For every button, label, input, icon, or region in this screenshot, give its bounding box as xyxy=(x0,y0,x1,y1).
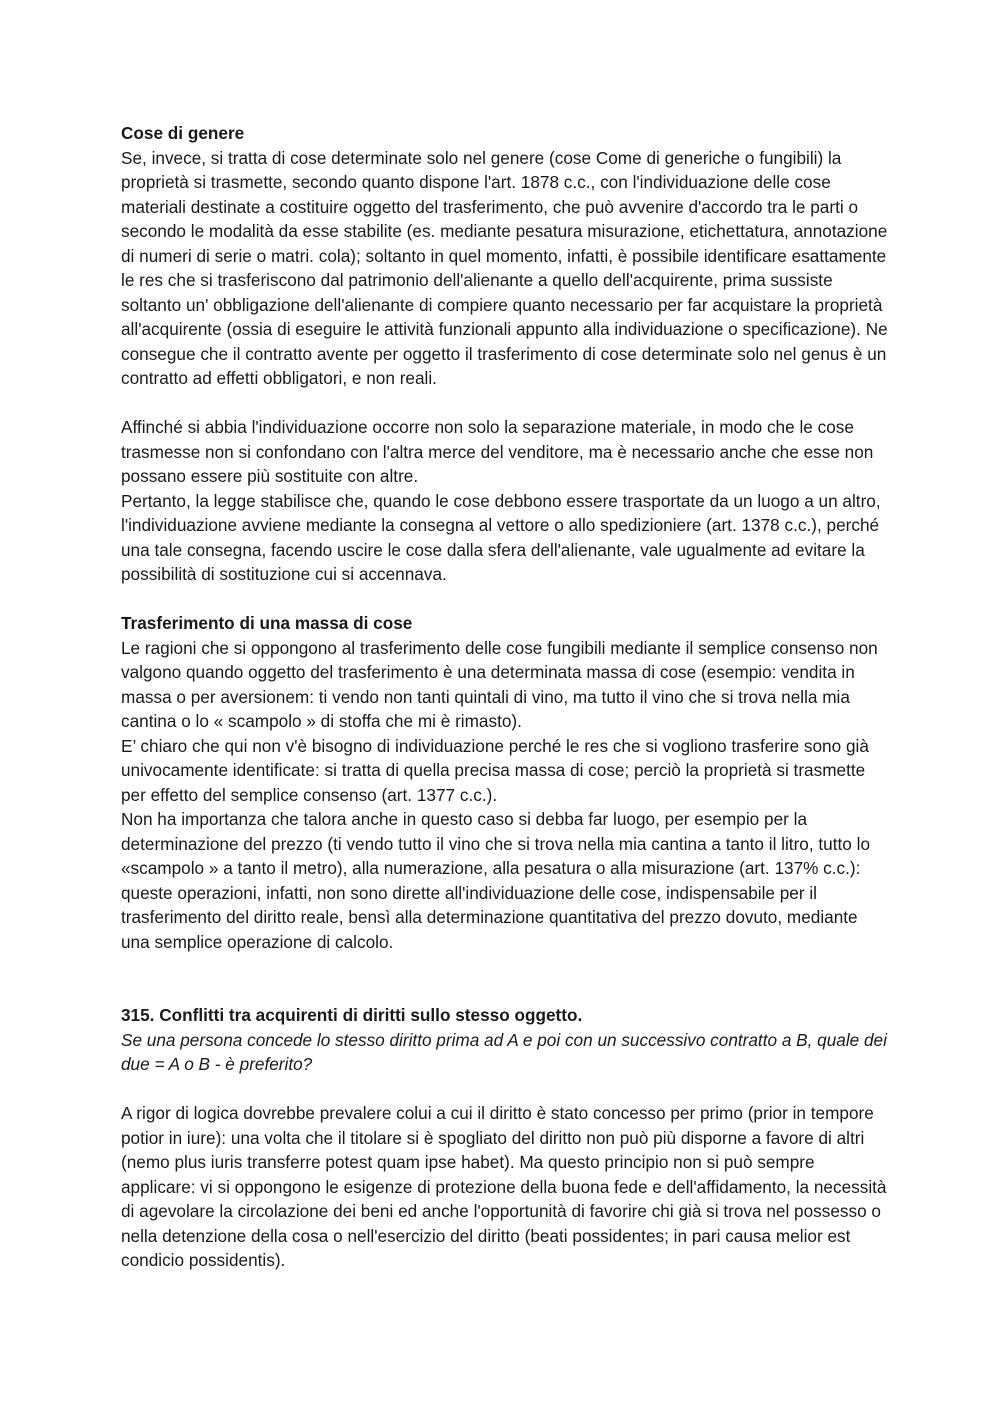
spacer xyxy=(121,391,891,416)
spacer xyxy=(121,954,891,1003)
paragraph: Se, invece, si tratta di cose determinate solo nel genere (cose Come di generiche o fungibili) la proprietà si trasmette, secondo quanto dispone l'art. 1878 c.c., con l'individuazione delle cose materiali destinate a costituire oggetto del trasferimento, che può avvenire d'accordo tra le parti o secondo le modalità da esse stabilite (es. mediante pesatura misurazione, etichettatura, annotazione di numeri di serie o matri. cola); soltanto in quel momento, infatti, è possibile identificare esattamente le res che si trasferiscono dal patrimonio dell'alienante a quello dell'acquirente, prima sussiste soltanto un' obbligazione dell'alienante di compiere quanto necessario per far acquistare la proprietà all'acquirente (ossia di eseguire le attività funzionali appunto alla individuazione o specificazione). Ne consegue che il contratto avente per oggetto il trasferimento di cose determinate solo nel genus è un contratto ad effetti obbligatori, e non reali. xyxy=(121,147,888,388)
paragraph: Non ha importanza che talora anche in questo caso si debba far luogo, per esempio per la determinazione del prezzo (ti vendo tutto il vino che si trova nella mia cantina a tanto il litro, tutto lo «scampolo » a tanto il metro), alla numerazione, alla pesatura o alla misurazione (art. 137% c.c.): queste operazioni, infatti, non sono dirette all'individuazione delle cose, indispensabile per il trasferimento del diritto reale, bensì alla determinazione quantitativa del prezzo dovuto, mediante una semplice operazione di calcolo. xyxy=(121,809,871,952)
section-heading-massa-di-cose: Trasferimento di una massa di cose xyxy=(121,613,413,633)
section-heading-cose-di-genere: Cose di genere xyxy=(121,123,245,143)
document-page xyxy=(121,121,891,1273)
paragraph: Affinché si abbia l'individuazione occorre non solo la separazione materiale, in modo che le cose trasmesse non si confondano con l'altra merce del venditore, ma è necessario anche che esse non possano essere più sostituite con altre. xyxy=(121,417,874,486)
paragraph: E’ chiaro che qui non v'è bisogno di individuazione perché le res che si vogliono trasferire sono già univocamente identificate: si tratta di quella precisa massa di cose; perciò la proprietà si trasmette per effetto del semplice consenso (art. 1377 c.c.). xyxy=(121,735,869,805)
paragraph: Le ragioni che si oppongono al trasferimento delle cose fungibili mediante il semplice consenso non valgono quando oggetto del trasferimento è una determinata massa di cose (esempio: vendita in massa o per aversionem: ti vendo non tanti quintali di vino, ma tutto il vino che si trova nella mia cantina o lo « scampolo » di stoffa che mi è rimasto). xyxy=(121,637,878,731)
section-question: Se una persona concede lo stesso diritto prima ad A e poi con un successivo contratto a B, quale dei due = A o B - è preferito? xyxy=(121,1029,887,1074)
paragraph: Pertanto, la legge stabilisce che, quando le cose debbono essere trasportate da un luogo a un altro, l'individuazione avviene mediante la consegna al vettore o allo spedizioniere (art. 1378 c.c.), perché una tale consegna, facendo uscire le cose dalla sfera dell'alienante, vale ugualmente ad evitare la possibilità di sostituzione cui si accennava. xyxy=(121,490,881,584)
paragraph: A rigor di logica dovrebbe prevalere colui a cui il diritto è stato concesso per primo (prior in tempore potior in iure): una volta che il titolare si è spogliato del diritto non può più disporne a favore di altri (nemo plus iuris transferre potest quam ipse habet). Ma questo principio non si può sempre applicare: vi si oppongono le esigenze di protezione della buona fede e dell'affidamento, la necessità di agevolare la circolazione dei beni ed anche l'opportunità di favorire chi già si trova nel possesso o nella detenzione della cosa o nell'esercizio del diritto (beati possidentes; in pari causa melior est condicio possidentis). xyxy=(121,1103,887,1270)
section-heading-conflitti: 315. Conflitti tra acquirenti di diritti sullo stesso oggetto. xyxy=(121,1005,583,1025)
spacer xyxy=(121,587,891,612)
spacer xyxy=(121,1077,891,1102)
